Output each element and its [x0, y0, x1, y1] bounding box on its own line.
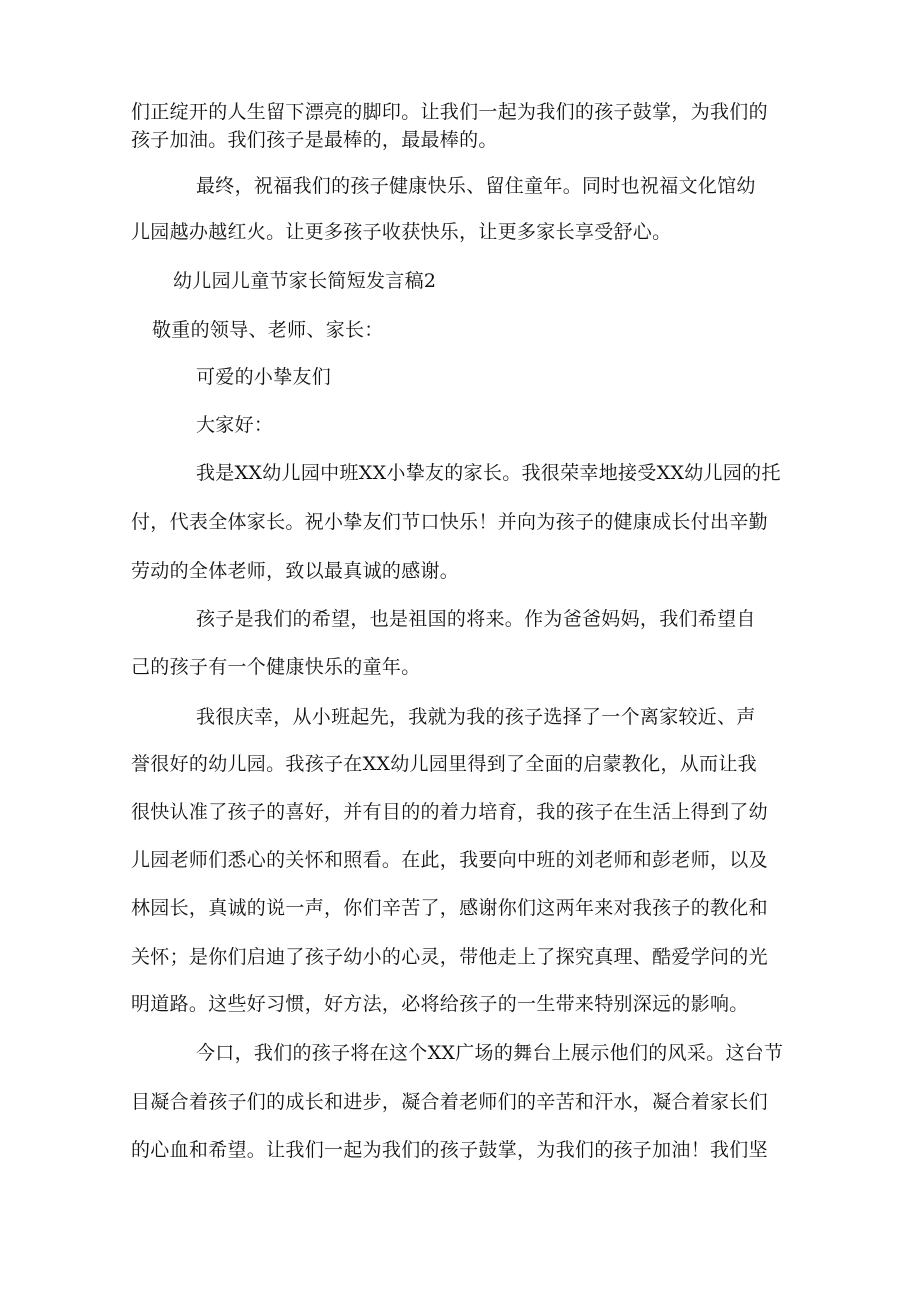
text-line: 明道路。这些好习惯，好方法，必将给孩子的一生带来特别深远的影响。 [131, 993, 749, 1015]
text-line: 今口，我们的孩子将在这个XX广场的舞台上展示他们的风采。这台节 [196, 1042, 784, 1064]
text-line: 目凝合着孩子们的成长和进步，凝合着老师们的辛苦和汗水，凝合着家长们 [131, 1091, 768, 1113]
greeting: 大家好： [196, 414, 274, 436]
text-line: 我是XX幼儿园中班XX小挚友的家长。我很荣幸地接受XX幼儿园的托 [196, 462, 781, 484]
salutation: 可爱的小挚友们 [196, 366, 332, 388]
text-line: 儿园老师们悉心的关怀和照看。在此，我要向中班的刘老师和彭老师，以及 [131, 849, 768, 871]
text-line: 我很庆幸，从小班起先，我就为我的孩子选择了一个离家较近、声 [196, 706, 756, 728]
text-line: 的心血和希望。让我们一起为我们的孩子鼓掌，为我们的孩子加油！我们坚 [131, 1139, 768, 1161]
text-line: 孩子加油。我们孩子是最棒的，最最棒的。 [131, 129, 498, 151]
section-heading: 幼儿园儿童节家长简短发言稿2 [173, 270, 437, 292]
text-line: 己的孩子有一个健康快乐的童年。 [131, 656, 421, 678]
text-line: 林园长，真诚的说一声，你们辛苦了，感谢你们这两年来对我孩子的教化和 [131, 897, 768, 919]
text-line: 孩子是我们的希望，也是祖国的将来。作为爸爸妈妈，我们希望自 [196, 608, 756, 630]
text-line: 劳动的全体老师，致以最真诚的感谢。 [131, 560, 460, 582]
text-line: 关怀；是你们启迪了孩子幼小的心灵，带他走上了探究真理、酷爱学问的光 [131, 946, 768, 968]
text-line: 们正绽开的人生留下漂亮的脚印。让我们一起为我们的孩子鼓掌，为我们的 [131, 101, 768, 123]
text-line: 付，代表全体家长。祝小挚友们节口快乐！并向为孩子的健康成长付出辛勤 [131, 511, 768, 533]
text-line: 很快认准了孩子的喜好，并有目的的着力培育，我的孩子在生活上得到了幼 [131, 801, 768, 823]
text-line: 儿园越办越红火。让更多孩子收获快乐，让更多家长享受舒心。 [131, 221, 672, 243]
text-line: 最终，祝福我们的孩子健康快乐、留住童年。同时也祝福文化馆幼 [196, 175, 756, 197]
salutation: 敬重的领导、老师、家长： [152, 319, 384, 341]
text-line: 誉很好的幼儿园。我孩子在XX幼儿园里得到了全面的启蒙教化，从而让我 [131, 753, 757, 775]
